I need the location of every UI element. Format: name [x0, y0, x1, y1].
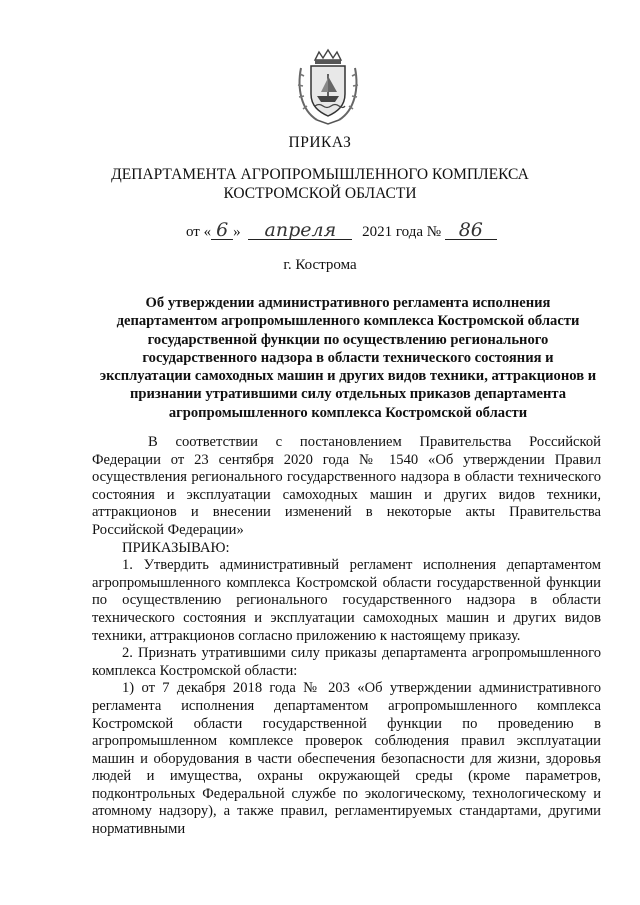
order-date-number [186, 221, 497, 241]
date-mid: » [233, 224, 241, 240]
document-type-title: ПРИКАЗ [288, 134, 352, 151]
order-number: 86 [445, 221, 497, 240]
item-2-1: 1) от 7 декабря 2018 года № 203 «Об утверждении административного регламента исполнения департаментом агропромышленного комплекса Костромской области государственной функции по проведению в агропромышленном комплексе проверок соблюдения правил эксплуатации машин и оборудования в части обеспечения безопасности для жизни, здоровья людей и имущества, охраны окружающей среды (кроме параметров, подконтрольных Федеральной службе по экологическому, технологическому и атомному надзору), а также правил, регламентируемых стандартами, другими нормативными [92, 680, 601, 838]
intro-paragraph: В соответствии с постановлением Правительства Российской Федерации от 23 сентября 2020 года № 1540 «Об утверждении Правил осуществления регионального государственного надзора в области технического состояния и эксплуатации самоходных машин и других видов техники, аттракционов и внесении изменений в некоторые акты Правительства Российской Федерации» [92, 434, 601, 538]
date-month: апреля [248, 221, 352, 240]
date-day: 6 [211, 221, 233, 240]
date-prefix: от « [186, 224, 212, 240]
item-1: 1. Утвердить административный регламент исполнения департаментом агропромышленного комплекса Костромской области государственной функции по осуществлению регионального государственного надзора в области технического состояния и эксплуатации самоходных машин и других видов техники, аттракционов согласно приложению к настоящему приказу. [92, 557, 601, 644]
department-name-line1: ДЕПАРТАМЕНТА АГРОПРОМЫШЛЕННОГО КОМПЛЕКСА [111, 166, 529, 183]
order-heading: Об утверждении административного регламента исполнения департаментом агропромышленного комплекса Костромской области государственной функции по осуществлению регионального государственного надзора в области технического состояния и эксплуатации самоходных машин и других видов техники, аттракционов и признании утратившими силу отдельных приказов департамента агропромышленного комплекса Костромской области [99, 295, 597, 421]
city-name: г. Кострома [283, 257, 357, 273]
date-year: 2021 года № [362, 224, 442, 240]
department-name-line2: КОСТРОМСКОЙ ОБЛАСТИ [223, 185, 417, 202]
coat-of-arms-emblem [295, 48, 361, 126]
order-word: ПРИКАЗЫВАЮ: [122, 539, 230, 556]
order-body [92, 434, 601, 839]
item-2: 2. Признать утратившими силу приказы департамента агропромышленного комплекса Костромской области: [92, 645, 601, 679]
